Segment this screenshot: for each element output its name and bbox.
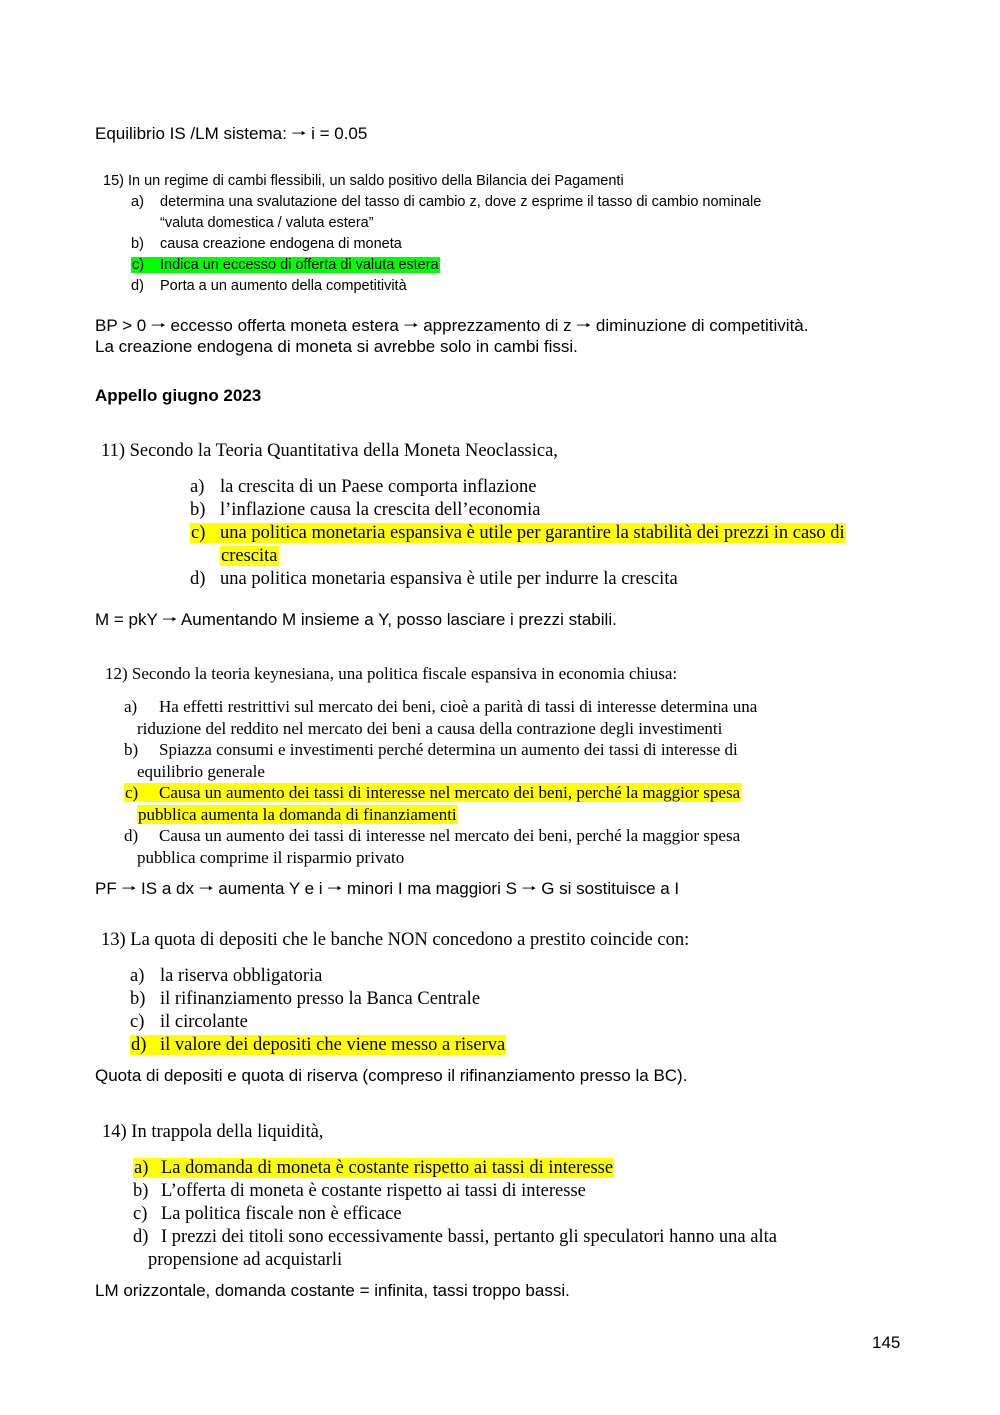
note-segment: M = pkY — [95, 610, 163, 629]
option-label: d) — [124, 826, 139, 845]
q14-explanation: LM orizzontale, domanda costante = infinita, tassi troppo bassi. — [95, 1281, 570, 1300]
note-segment: eccesso offerta moneta estera — [165, 316, 404, 335]
option-label: a) — [131, 194, 144, 210]
q15-explanation-line2: La creazione endogena di moneta si avrebbe solo in cambi fissi. — [95, 337, 578, 356]
option-text: Causa un aumento dei tassi di interesse nel mercato dei beni, perché la maggior spesa — [159, 783, 741, 802]
option-label: a) — [134, 1158, 149, 1178]
option-c-correct — [131, 257, 440, 273]
option-text: I prezzi dei titoli sono eccessivamente bassi, pertanto gli speculatori hanno una alta — [161, 1227, 777, 1247]
arrow-right-icon: 🠒 — [291, 124, 307, 143]
option-text: il valore dei depositi che viene messo a riserva — [160, 1035, 506, 1055]
option-d-continued: propensione ad acquistarli — [148, 1250, 343, 1270]
option-label: a) — [124, 697, 138, 716]
option-text: La politica fiscale non è efficace — [161, 1204, 402, 1224]
option-label: c) — [191, 523, 206, 543]
question-title: 12) Secondo la teoria keynesiana, una politica fiscale espansiva in economia chiusa: — [105, 664, 678, 683]
option-text: la riserva obbligatoria — [160, 966, 323, 986]
option-a — [124, 697, 757, 717]
arrow-right-icon: 🠒 — [521, 879, 537, 898]
option-label: d) — [131, 278, 144, 294]
option-label: a) — [190, 477, 205, 497]
option-d — [131, 278, 407, 294]
option-d — [133, 1227, 777, 1248]
option-d — [190, 569, 678, 590]
note-segment: aumenta Y e i — [213, 879, 328, 898]
question-title: 13) La quota di depositi che le banche NON concedono a prestito coincide con: — [101, 930, 690, 950]
option-b — [130, 989, 480, 1010]
question-title: 11) Secondo la Teoria Quantitativa della Moneta Neoclassica, — [101, 441, 558, 461]
option-text: crescita — [221, 546, 278, 566]
page-number: 145 — [872, 1333, 901, 1352]
option-text: una politica monetaria espansiva è utile per indurre la crescita — [220, 569, 678, 589]
option-a-continued: riduzione del reddito nel mercato dei beni a causa della contrazione degli investimenti — [137, 719, 723, 738]
arrow-right-icon: 🠒 — [576, 316, 592, 335]
option-text: Spiazza consumi e investimenti perché determina un aumento dei tassi di interesse di — [159, 740, 738, 759]
equilibrium-value: i = 0.05 — [306, 124, 368, 143]
option-label: b) — [130, 989, 146, 1009]
q12-explanation — [95, 876, 679, 905]
option-text: l’inflazione causa la crescita dell’economia — [220, 500, 541, 520]
note-segment: BP > 0 — [95, 316, 151, 335]
note-segment: diminuzione di competitività. — [591, 316, 809, 335]
option-b — [124, 740, 738, 760]
option-text: determina una svalutazione del tasso di cambio z, dove z esprime il tasso di cambio nominale — [160, 194, 762, 210]
option-a-continued: “valuta domestica / valuta estera” — [160, 215, 374, 231]
equilibrium-line — [95, 121, 367, 150]
equilibrium-text: Equilibrio IS /LM sistema: — [95, 124, 292, 143]
option-text: pubblica aumenta la domanda di finanziamenti — [138, 805, 457, 824]
option-c — [133, 1204, 402, 1225]
option-label: b) — [131, 236, 144, 252]
option-label: b) — [190, 500, 206, 520]
option-label: c) — [132, 257, 145, 273]
option-text: Causa un aumento dei tassi di interesse nel mercato dei beni, perché la maggior spesa — [159, 826, 741, 845]
option-b-continued: equilibrio generale — [137, 762, 265, 781]
option-c-correct — [124, 783, 741, 803]
option-label: d) — [131, 1035, 147, 1055]
option-label: d) — [133, 1227, 149, 1247]
section-title: Appello giugno 2023 — [95, 386, 262, 405]
option-label: d) — [190, 569, 206, 589]
option-text: L’offerta di moneta è costante rispetto ai tassi di interesse — [161, 1181, 586, 1201]
option-b — [190, 500, 541, 521]
arrow-right-icon: 🠒 — [150, 316, 166, 335]
option-c — [130, 1012, 248, 1033]
option-a — [190, 477, 536, 498]
note-segment: IS a dx — [136, 879, 199, 898]
note-segment: Aumentando M insieme a Y, posso lasciare i prezzi stabili. — [177, 610, 617, 629]
q13-explanation: Quota di depositi e quota di riserva (compreso il rifinanziamento presso la BC). — [95, 1066, 688, 1085]
option-text: La domanda di moneta è costante rispetto ai tassi di interesse — [161, 1158, 614, 1178]
arrow-right-icon: 🠒 — [403, 316, 419, 335]
option-c-correct — [190, 523, 846, 544]
option-b — [131, 236, 402, 252]
option-d-correct — [130, 1035, 506, 1056]
option-text: Porta a un aumento della competitività — [160, 278, 407, 294]
arrow-right-icon: 🠒 — [327, 879, 343, 898]
option-c-continued — [137, 805, 458, 825]
option-text: Ha effetti restrittivi sul mercato dei beni, cioè a parità di tassi di interesse determina una — [159, 697, 758, 716]
option-d-continued: pubblica comprime il risparmio privato — [137, 848, 405, 867]
option-a-correct — [133, 1158, 614, 1179]
note-segment: G si sostituisce a I — [536, 879, 680, 898]
option-text: causa creazione endogena di moneta — [160, 236, 402, 252]
option-c-continued — [220, 546, 279, 567]
note-segment: apprezzamento di z — [418, 316, 577, 335]
option-text: una politica monetaria espansiva è utile per garantire la stabilità dei prezzi in caso di — [220, 523, 845, 543]
option-text: la crescita di un Paese comporta inflazione — [220, 477, 537, 497]
option-label: b) — [124, 740, 139, 759]
option-text: il rifinanziamento presso la Banca Centrale — [160, 989, 481, 1009]
arrow-right-icon: 🠒 — [121, 879, 137, 898]
arrow-right-icon: 🠒 — [198, 879, 214, 898]
option-label: a) — [130, 966, 145, 986]
option-text: Indica un eccesso di offerta di valuta estera — [160, 257, 439, 273]
option-label: c) — [125, 783, 139, 802]
q11-explanation — [95, 607, 617, 636]
option-b — [133, 1181, 586, 1202]
option-label: c) — [133, 1204, 148, 1224]
note-segment: minori I ma maggiori S — [342, 879, 522, 898]
option-a — [130, 966, 322, 987]
arrow-right-icon: 🠒 — [162, 610, 178, 629]
option-text: il circolante — [160, 1012, 248, 1032]
question-title: 15) In un regime di cambi flessibili, un saldo positivo della Bilancia dei Pagamenti — [103, 173, 624, 189]
option-a — [131, 194, 761, 210]
option-label: c) — [130, 1012, 145, 1032]
question-title: 14) In trappola della liquidità, — [102, 1122, 324, 1142]
option-label: b) — [133, 1181, 149, 1201]
note-segment: PF — [95, 879, 122, 898]
option-d — [124, 826, 740, 846]
